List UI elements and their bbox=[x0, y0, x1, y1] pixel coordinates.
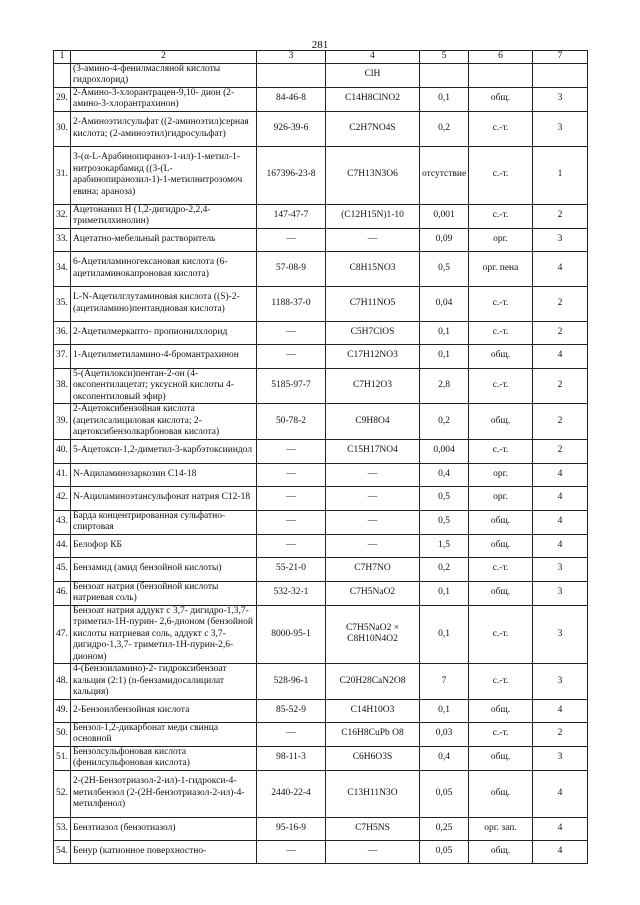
hazard-indicator: с.-т. bbox=[469, 368, 533, 404]
cas-number: 2440-22-4 bbox=[257, 770, 326, 817]
hazard-indicator: общ. bbox=[469, 404, 533, 440]
table-row bbox=[54, 111, 588, 146]
limit-value: 0,1 bbox=[420, 87, 469, 111]
cas-number: 8000-95-1 bbox=[257, 605, 326, 664]
col-header: 4 bbox=[326, 51, 420, 64]
table-row bbox=[54, 463, 588, 486]
hazard-indicator: с.-т. bbox=[469, 557, 533, 581]
hazard-indicator: общ. bbox=[469, 746, 533, 770]
cas-number: — bbox=[257, 840, 326, 863]
substance-name: N-Ациламиноэтансульфонат натрия С12-18 bbox=[71, 486, 257, 510]
hazard-indicator: орг. bbox=[469, 463, 533, 486]
hazard-class: 2 bbox=[533, 368, 588, 404]
substance-name: Бензтиазол (бензотиазол) bbox=[71, 817, 257, 840]
table-body bbox=[54, 63, 588, 863]
hazard-indicator: общ. bbox=[469, 87, 533, 111]
row-number: 42. bbox=[54, 486, 71, 510]
row-number: 40. bbox=[54, 439, 71, 463]
table-row bbox=[54, 251, 588, 286]
hazard-class: 2 bbox=[533, 321, 588, 344]
chemical-formula: C7H12O3 bbox=[326, 368, 420, 404]
cas-number: 532-32-1 bbox=[257, 581, 326, 605]
limit-value: 0,001 bbox=[420, 204, 469, 228]
limit-value: 0,25 bbox=[420, 817, 469, 840]
chemical-formula: C17H12NO3 bbox=[326, 344, 420, 368]
limit-value bbox=[420, 63, 469, 87]
row-number: 31. bbox=[54, 146, 71, 204]
row-number: 29. bbox=[54, 87, 71, 111]
col-header: 3 bbox=[257, 51, 326, 64]
chemical-formula: C2H7NO4S bbox=[326, 111, 420, 146]
hazard-class: 2 bbox=[533, 404, 588, 440]
cas-number: — bbox=[257, 486, 326, 510]
chemical-formula: ClH bbox=[326, 63, 420, 87]
limit-value: 0,4 bbox=[420, 463, 469, 486]
hazard-class: 4 bbox=[533, 486, 588, 510]
substance-name: 4-(Бензоиламино)-2- гидроксибензоат кальция (2:1) (n-бензамидосалицилат кальция) bbox=[71, 664, 257, 700]
hazard-class: 2 bbox=[533, 204, 588, 228]
table-row bbox=[54, 486, 588, 510]
row-number: 50. bbox=[54, 722, 71, 746]
page-number: 281 bbox=[311, 39, 329, 51]
chemical-formula: C7H13N3O6 bbox=[326, 146, 420, 204]
substance-name: 2-(2Н-Бензотриазол-2-ил)-1-гидрокси-4-метилбензол (2-(2Н-бензотриазол-2-ил)-4-метилфенол) bbox=[71, 770, 257, 817]
row-number: 33. bbox=[54, 228, 71, 251]
col-header: 7 bbox=[533, 51, 588, 64]
hazard-indicator: с.-т. bbox=[469, 204, 533, 228]
chemical-formula: (C12H15N)1-10 bbox=[326, 204, 420, 228]
table-row bbox=[54, 770, 588, 817]
row-number: 49. bbox=[54, 699, 71, 722]
hazard-class: 3 bbox=[533, 746, 588, 770]
hazard-indicator: общ. bbox=[469, 840, 533, 863]
table-row bbox=[54, 321, 588, 344]
table-row bbox=[54, 664, 588, 700]
hazard-indicator: орг. зап. bbox=[469, 817, 533, 840]
cas-number: 84-46-8 bbox=[257, 87, 326, 111]
col-header: 1 bbox=[54, 51, 71, 64]
hazard-class: 2 bbox=[533, 722, 588, 746]
substances-table bbox=[53, 50, 588, 864]
cas-number: 57-08-9 bbox=[257, 251, 326, 286]
hazard-indicator: с.-т. bbox=[469, 146, 533, 204]
hazard-indicator: общ. bbox=[469, 534, 533, 557]
limit-value: 0,1 bbox=[420, 605, 469, 664]
hazard-indicator: орг. bbox=[469, 486, 533, 510]
col-header: 5 bbox=[420, 51, 469, 64]
cas-number: 50-78-2 bbox=[257, 404, 326, 440]
limit-value: 0,5 bbox=[420, 486, 469, 510]
limit-value: 0,04 bbox=[420, 286, 469, 321]
hazard-indicator: с.-т. bbox=[469, 321, 533, 344]
cas-number: 1188-37-0 bbox=[257, 286, 326, 321]
cas-number: — bbox=[257, 463, 326, 486]
col-header: 6 bbox=[469, 51, 533, 64]
col-header: 2 bbox=[71, 51, 257, 64]
chemical-formula: C7H5NaO2 × C8H10N4O2 bbox=[326, 605, 420, 664]
row-number: 30. bbox=[54, 111, 71, 146]
chemical-formula: C7H11NO5 bbox=[326, 286, 420, 321]
row-number: 44. bbox=[54, 534, 71, 557]
chemical-formula: — bbox=[326, 840, 420, 863]
chemical-formula: C8H15NO3 bbox=[326, 251, 420, 286]
cas-number: 5185-97-7 bbox=[257, 368, 326, 404]
substance-name: 2-Амино-3-хлорантрацен-9,10- дион (2-амино-3-хлорантрахинон) bbox=[71, 87, 257, 111]
chemical-formula: C7H7NO bbox=[326, 557, 420, 581]
hazard-class: 1 bbox=[533, 146, 588, 204]
hazard-class: 4 bbox=[533, 817, 588, 840]
chemical-formula: — bbox=[326, 510, 420, 534]
table-row bbox=[54, 344, 588, 368]
hazard-class: 3 bbox=[533, 87, 588, 111]
row-number: 45. bbox=[54, 557, 71, 581]
hazard-indicator: с.-т. bbox=[469, 664, 533, 700]
chemical-formula: C16H8CuPb O8 bbox=[326, 722, 420, 746]
hazard-indicator: орг. пена bbox=[469, 251, 533, 286]
cas-number: 95-16-9 bbox=[257, 817, 326, 840]
limit-value: 0,4 bbox=[420, 746, 469, 770]
chemical-formula: C6H6O3S bbox=[326, 746, 420, 770]
chemical-formula: C9H8O4 bbox=[326, 404, 420, 440]
chemical-formula: C14H10O3 bbox=[326, 699, 420, 722]
limit-value: 0,2 bbox=[420, 557, 469, 581]
chemical-formula: C20H28CaN2O8 bbox=[326, 664, 420, 700]
chemical-formula: C7H5NS bbox=[326, 817, 420, 840]
limit-value: 0,2 bbox=[420, 111, 469, 146]
row-number: 36. bbox=[54, 321, 71, 344]
hazard-indicator: общ. bbox=[469, 581, 533, 605]
table-row bbox=[54, 699, 588, 722]
chemical-formula: — bbox=[326, 534, 420, 557]
row-number: 53. bbox=[54, 817, 71, 840]
table-row bbox=[54, 204, 588, 228]
hazard-indicator: с.-т. bbox=[469, 605, 533, 664]
chemical-formula: C15H17NO4 bbox=[326, 439, 420, 463]
chemical-formula: C5H7ClOS bbox=[326, 321, 420, 344]
substance-name: Белофор КБ bbox=[71, 534, 257, 557]
table-row bbox=[54, 722, 588, 746]
table-row bbox=[54, 510, 588, 534]
limit-value: 0,1 bbox=[420, 344, 469, 368]
limit-value: 0,05 bbox=[420, 840, 469, 863]
row-number: 54. bbox=[54, 840, 71, 863]
cas-number: — bbox=[257, 510, 326, 534]
substance-name: N-Ациламинозаркозин С14-18 bbox=[71, 463, 257, 486]
table-row bbox=[54, 557, 588, 581]
substance-name: 5-Ацетокси-1,2-диметил-3-карбэтоксииндол bbox=[71, 439, 257, 463]
chemical-formula: C13H11N3O bbox=[326, 770, 420, 817]
table-row bbox=[54, 228, 588, 251]
hazard-indicator: общ. bbox=[469, 344, 533, 368]
substance-name: 6-Ацетиламиногексановая кислота (6-ацетиламинокапроновая кислота) bbox=[71, 251, 257, 286]
hazard-class: 4 bbox=[533, 770, 588, 817]
row-number: 39. bbox=[54, 404, 71, 440]
substance-name: 3-(α-L-Арабинопираноз-1-ил)-1-метил-1-нитрозокарбамид ((3-(L-арабинопиранозил-1)-1-метилнитрозомоч евина; араноза) bbox=[71, 146, 257, 204]
substance-name: Бензоат натрия аддукт с 3,7- дигидро-1,3,7-триметил-1Н-пурин- 2,6-дионом (бензойной кислоты натриевая соль, аддукт с 3,7-дигидро-1,3,7- триметил-1Н-пурин-2,6-дионом) bbox=[71, 605, 257, 664]
hazard-class: 3 bbox=[533, 557, 588, 581]
substance-name: 2-Ацетоксибензойная кислота (ацетилсалициловая кислота; 2-ацетоксибензолкарбоновая кислота) bbox=[71, 404, 257, 440]
hazard-class: 3 bbox=[533, 605, 588, 664]
hazard-indicator: общ. bbox=[469, 699, 533, 722]
cas-number bbox=[257, 63, 326, 87]
limit-value: отсутствие bbox=[420, 146, 469, 204]
substance-name: 5-(Ацетилокси)пентан-2-он (4-оксопентилацетат; уксусной кислоты 4-оксопентиловый эфир) bbox=[71, 368, 257, 404]
row-number: 37. bbox=[54, 344, 71, 368]
table-row bbox=[54, 581, 588, 605]
substance-name: Бензолсульфоновая кислота (фенилсульфоновая кислота) bbox=[71, 746, 257, 770]
table-row bbox=[54, 404, 588, 440]
hazard-class: 3 bbox=[533, 664, 588, 700]
table-row bbox=[54, 87, 588, 111]
hazard-indicator: с.-т. bbox=[469, 111, 533, 146]
chemical-formula: — bbox=[326, 486, 420, 510]
cas-number: 85-52-9 bbox=[257, 699, 326, 722]
table-row bbox=[54, 286, 588, 321]
cas-number: — bbox=[257, 439, 326, 463]
hazard-class: 3 bbox=[533, 111, 588, 146]
limit-value: 0,09 bbox=[420, 228, 469, 251]
cas-number: 528-96-1 bbox=[257, 664, 326, 700]
chemical-formula: — bbox=[326, 228, 420, 251]
hazard-class: 2 bbox=[533, 439, 588, 463]
substance-name: (3-амино-4-фенилмасляной кислоты гидрохлорид) bbox=[71, 63, 257, 87]
limit-value: 0,004 bbox=[420, 439, 469, 463]
limit-value: 0,05 bbox=[420, 770, 469, 817]
hazard-class: 3 bbox=[533, 228, 588, 251]
table-row bbox=[54, 817, 588, 840]
chemical-formula: — bbox=[326, 463, 420, 486]
limit-value: 2,8 bbox=[420, 368, 469, 404]
chemical-formula: C14H8ClNO2 bbox=[326, 87, 420, 111]
substance-name: 2-Бензоилбензойная кислота bbox=[71, 699, 257, 722]
row-number: 35. bbox=[54, 286, 71, 321]
cas-number: 98-11-3 bbox=[257, 746, 326, 770]
table-row bbox=[54, 746, 588, 770]
hazard-class: 4 bbox=[533, 699, 588, 722]
hazard-class: 2 bbox=[533, 286, 588, 321]
substance-name: L-N-Ацетилглутаминовая кислота ((S)-2-(ацетиламино)пентандиовая кислота) bbox=[71, 286, 257, 321]
hazard-indicator: общ. bbox=[469, 770, 533, 817]
substance-name: Барда концентрированная сульфатно-спиртовая bbox=[71, 510, 257, 534]
limit-value: 0,5 bbox=[420, 251, 469, 286]
hazard-indicator: общ. bbox=[469, 510, 533, 534]
cas-number: 147-47-7 bbox=[257, 204, 326, 228]
cas-number: 926-39-6 bbox=[257, 111, 326, 146]
cas-number: — bbox=[257, 228, 326, 251]
table-row bbox=[54, 534, 588, 557]
row-number: 47. bbox=[54, 605, 71, 664]
limit-value: 0,1 bbox=[420, 699, 469, 722]
chemical-formula: C7H5NaO2 bbox=[326, 581, 420, 605]
table-row bbox=[54, 605, 588, 664]
row-number: 32. bbox=[54, 204, 71, 228]
limit-value: 0,03 bbox=[420, 722, 469, 746]
substance-name: 1-Ацетилметиламино-4-бромантрахинон bbox=[71, 344, 257, 368]
limit-value: 1,5 bbox=[420, 534, 469, 557]
row-number: 48. bbox=[54, 664, 71, 700]
cas-number: — bbox=[257, 344, 326, 368]
hazard-class: 4 bbox=[533, 344, 588, 368]
table-row bbox=[54, 439, 588, 463]
substance-name: Ацетатно-мебельный растворитель bbox=[71, 228, 257, 251]
substance-name: Ацетонанил Н (1,2-дигидро-2,2,4- триметилхинолин) bbox=[71, 204, 257, 228]
row-number: 52. bbox=[54, 770, 71, 817]
substance-name: 2-Аминоэтилсульфат ((2-аминоэтил)серная кислота; (2-аминоэтил)гидросульфат) bbox=[71, 111, 257, 146]
hazard-class: 4 bbox=[533, 840, 588, 863]
limit-value: 7 bbox=[420, 664, 469, 700]
cas-number: 55-21-0 bbox=[257, 557, 326, 581]
limit-value: 0,2 bbox=[420, 404, 469, 440]
hazard-class: 4 bbox=[533, 534, 588, 557]
substance-name: Бензоат натрия (бензойной кислоты натриевая соль) bbox=[71, 581, 257, 605]
row-number: 51. bbox=[54, 746, 71, 770]
cas-number: 167396-23-8 bbox=[257, 146, 326, 204]
hazard-indicator: с.-т. bbox=[469, 722, 533, 746]
substance-name: Бенур (катионное поверхностно- bbox=[71, 840, 257, 863]
table-row bbox=[54, 368, 588, 404]
hazard-class: 4 bbox=[533, 251, 588, 286]
hazard-indicator: с.-т. bbox=[469, 286, 533, 321]
header-row bbox=[54, 51, 588, 64]
row-number: 38. bbox=[54, 368, 71, 404]
limit-value: 0,5 bbox=[420, 510, 469, 534]
substance-name: Бензол-1,2-дикарбонат меди свинца основной bbox=[71, 722, 257, 746]
hazard-class: 4 bbox=[533, 463, 588, 486]
hazard-class bbox=[533, 63, 588, 87]
hazard-indicator: с.-т. bbox=[469, 439, 533, 463]
row-number: 46. bbox=[54, 581, 71, 605]
hazard-indicator: орг. bbox=[469, 228, 533, 251]
table-row bbox=[54, 840, 588, 863]
table-row bbox=[54, 63, 588, 87]
row-number: 41. bbox=[54, 463, 71, 486]
limit-value: 0,1 bbox=[420, 321, 469, 344]
row-number: 43. bbox=[54, 510, 71, 534]
hazard-indicator bbox=[469, 63, 533, 87]
table-row bbox=[54, 146, 588, 204]
limit-value: 0,1 bbox=[420, 581, 469, 605]
substance-name: 2-Ацетилмеркапто- пропионилхлорид bbox=[71, 321, 257, 344]
hazard-class: 4 bbox=[533, 510, 588, 534]
hazard-class: 3 bbox=[533, 581, 588, 605]
row-number: 34. bbox=[54, 251, 71, 286]
cas-number: — bbox=[257, 321, 326, 344]
substance-name: Бензамид (амид бензойной кислоты) bbox=[71, 557, 257, 581]
cas-number: — bbox=[257, 534, 326, 557]
cas-number: — bbox=[257, 722, 326, 746]
row-number bbox=[54, 63, 71, 87]
